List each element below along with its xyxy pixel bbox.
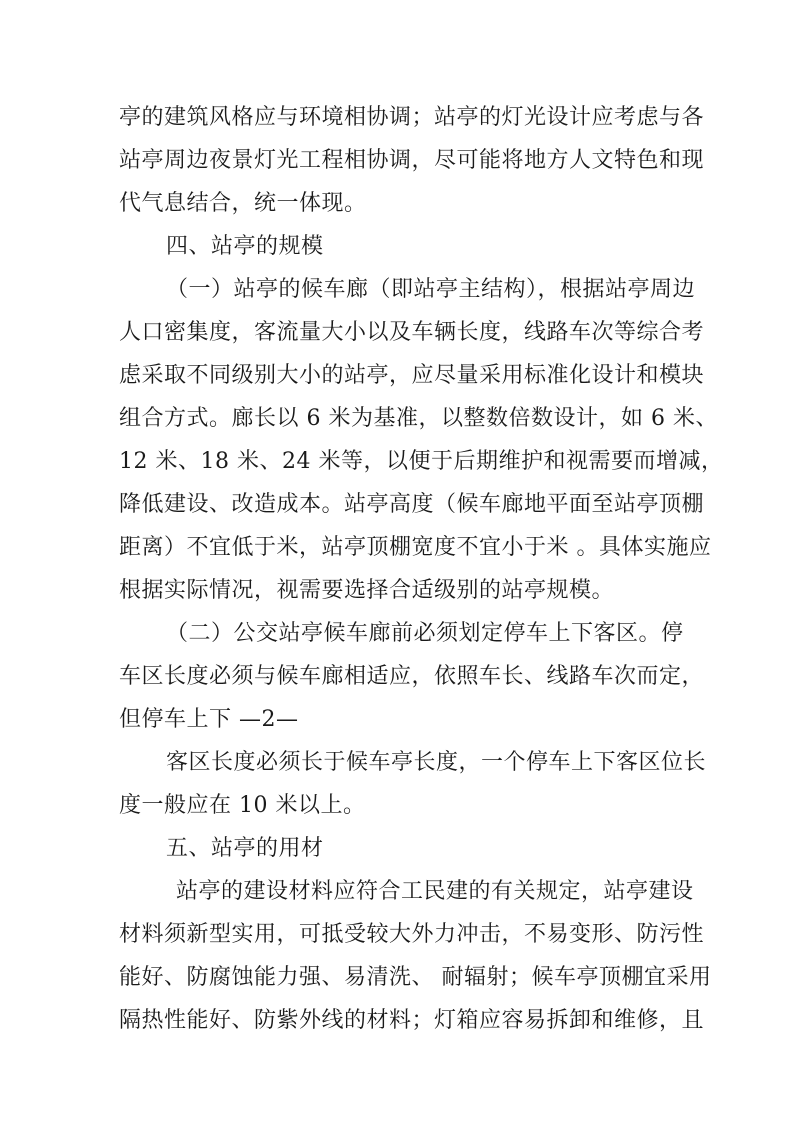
section-heading: 四、站亭的规模 xyxy=(166,234,324,259)
text-line: 客区长度必须长于候车亭长度，一个停车上下客区位长 xyxy=(166,750,707,775)
text-line: 材料须新型实用，可抵受较大外力冲击，不易变形、防污性 xyxy=(119,922,705,947)
text-line: 人口密集度，客流量大小以及车辆长度，线路车次等综合考 xyxy=(119,320,705,345)
text-line: 组合方式。廊长以 6 米为基准，以整数倍数设计，如 6 米、 xyxy=(119,406,718,431)
text-line: 车区长度必须与候车廊相适应，依照车长、线路车次而定， xyxy=(119,664,705,689)
text-line: 亭的建筑风格应与环境相协调；站亭的灯光设计应考虑与各 xyxy=(119,105,705,130)
text-line: 站亭的建设材料应符合工民建的有关规定，站亭建设 xyxy=(176,879,694,904)
text-line-with-page-number: 但停车上下 —2— xyxy=(119,707,299,732)
text-line: 隔热性能好、防紫外线的材料；灯箱应容易拆卸和维修，且 xyxy=(119,1008,705,1033)
subsection-heading: （一）站亭的候车廊（即站亭主结构），根据站亭周边 xyxy=(166,277,696,302)
subsection-heading: （二）公交站亭候车廊前必须划定停车上下客区。停 xyxy=(166,621,684,646)
text-line: 降低建设、改造成本。站亭高度（候车廊地平面至站亭顶棚 xyxy=(119,492,705,517)
text-line: 距离）不宜低于米，站亭顶棚宽度不宜小于米 。具体实施应 xyxy=(119,535,712,560)
text-line: 虑采取不同级别大小的站亭，应尽量采用标准化设计和模块 xyxy=(119,363,705,388)
text-line: 代气息结合，统一体现。 xyxy=(119,191,367,216)
text-line: 站亭周边夜景灯光工程相协调，尽可能将地方人文特色和现 xyxy=(119,148,705,173)
text-line: 根据实际情况，视需要选择合适级别的站亭规模。 xyxy=(119,578,615,603)
text-line: 12 米、18 米、24 米等，以便于后期维护和视需要而增减， xyxy=(119,449,724,474)
section-heading: 五、站亭的用材 xyxy=(166,836,324,861)
text-line: 能好、防腐蚀能力强、易清洗、 耐辐射；候车亭顶棚宜采用 xyxy=(119,965,712,990)
text-line: 度一般应在 10 米以上。 xyxy=(119,793,366,818)
